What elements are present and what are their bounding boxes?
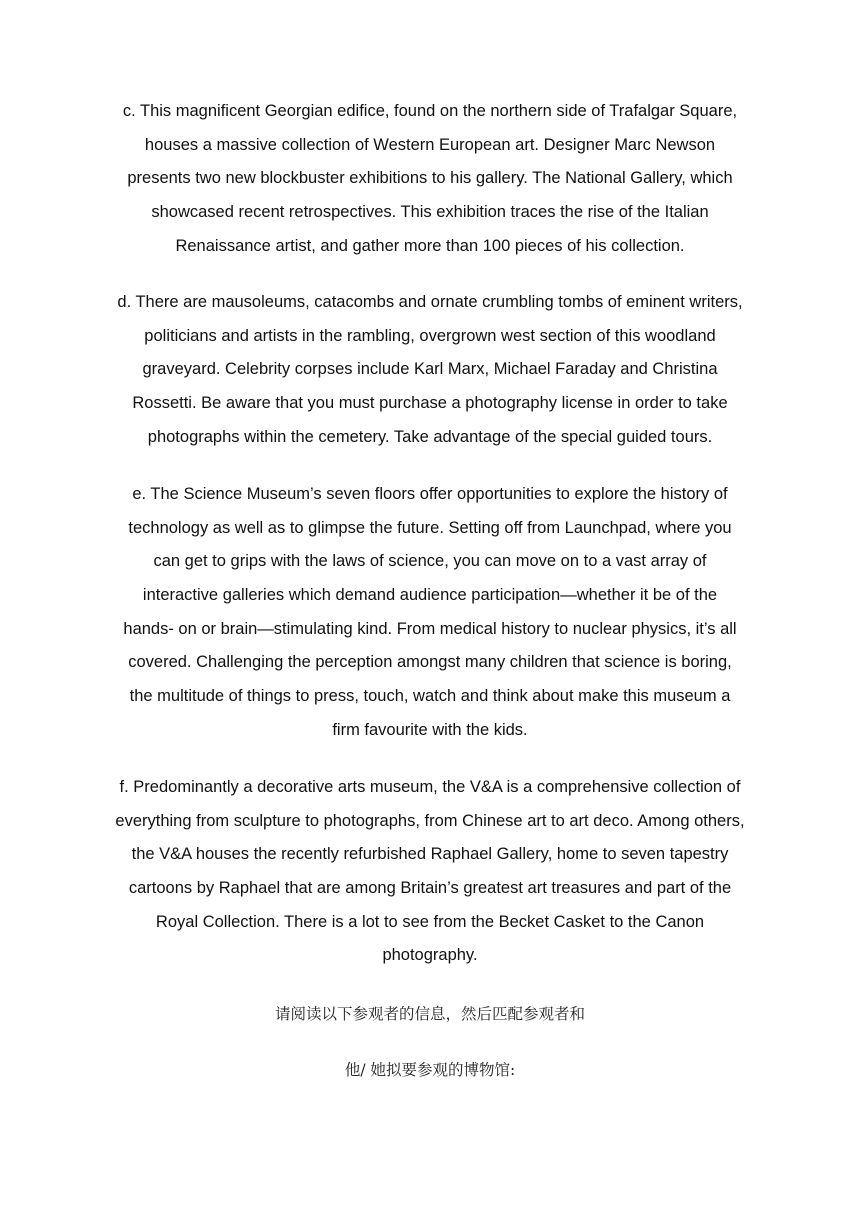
paragraph-line: d. There are mausoleums, catacombs and ornate crumbling tombs of eminent writers, (117, 293, 743, 311)
paragraph-line: e. The Science Museum’s seven floors offer opportunities to explore the history of (132, 485, 728, 503)
paragraph-line: Renaissance artist, and gather more than 100 pieces of his collection. (175, 236, 685, 255)
paragraph-f (90, 771, 770, 973)
paragraph-line: technology as well as to glimpse the future. Setting off from Launchpad, where you (128, 518, 732, 537)
paragraph-line: covered. Challenging the perception amongst many children that science is boring, (128, 653, 732, 672)
paragraph-line: c. This magnificent Georgian edifice, found on the northern side of Trafalgar Square, (122, 102, 738, 120)
paragraph-c (90, 95, 770, 263)
paragraph-line: politicians and artists in the rambling, overgrown west section of this woodland (144, 326, 716, 345)
paragraph-line: interactive galleries which demand audience participation—whether it be of the (142, 586, 718, 605)
paragraph-e (90, 478, 770, 748)
paragraph-line: can get to grips with the laws of science, you can move on to a vast array of (153, 552, 707, 571)
paragraph-line: the multitude of things to press, touch, watch and think about make this museum a (129, 687, 731, 706)
paragraph-line: photography. (382, 946, 478, 965)
paragraph-line: photographs within the cemetery. Take advantage of the special guided tours. (147, 427, 713, 446)
paragraph-line: firm favourite with the kids. (332, 720, 528, 739)
paragraph-line: hands- on or brain—stimulating kind. From medical history to nuclear physics, it’s all (123, 619, 737, 638)
paragraph-line: the V&A houses the recently refurbished Raphael Gallery, home to seven tapestry (131, 845, 729, 864)
paragraph-line: presents two new blockbuster exhibitions to his gallery. The National Gallery, which (127, 169, 733, 188)
paragraph-line: graveyard. Celebrity corpses include Karl Marx, Michael Faraday and Christina (142, 360, 718, 379)
instruction-line-1: 请阅读以下参观者的信息，然后匹配参观者和 (274, 1005, 585, 1023)
paragraph-line: f. Predominantly a decorative arts museum, the V&A is a comprehensive collection of (119, 778, 741, 796)
paragraph-line: Royal Collection. There is a lot to see from the Becket Casket to the Canon (155, 912, 705, 931)
paragraph-line: everything from sculpture to photographs, from Chinese art to art deco. Among others, (115, 811, 745, 830)
instruction-line-2: 他/ 她拟要参观的博物馆: (344, 1061, 516, 1079)
paragraph-d (90, 286, 770, 454)
paragraph-line: Rossetti. Be aware that you must purchase a photography license in order to take (132, 394, 728, 413)
paragraph-line: showcased recent retrospectives. This exhibition traces the rise of the Italian (151, 203, 709, 222)
paragraph-line: cartoons by Raphael that are among Britain’s greatest art treasures and part of the (128, 879, 732, 898)
paragraph-line: houses a massive collection of Western European art. Designer Marc Newson (144, 135, 716, 154)
